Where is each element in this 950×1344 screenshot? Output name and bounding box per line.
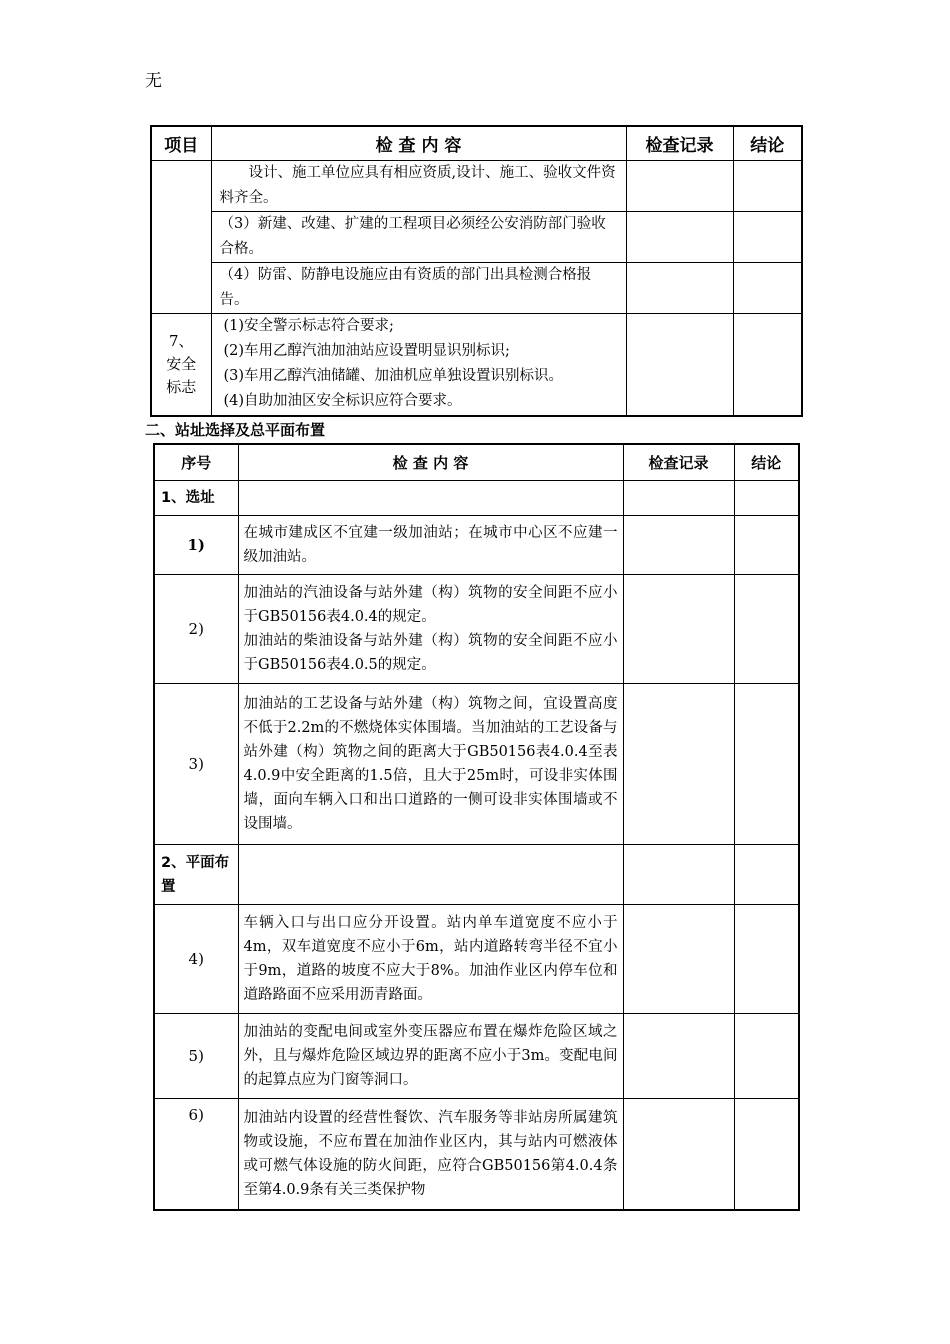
content-cell: （3）新建、改建、扩建的工程项目必须经公安消防部门验收合格。: [211, 212, 626, 263]
record-cell[interactable]: [626, 263, 733, 314]
seq-cell: 6): [154, 1099, 238, 1210]
item-label-2: 标志: [166, 377, 197, 396]
header-content: 检 查 内 容: [211, 126, 626, 161]
content-cell: 加油站的变配电间或室外变压器应布置在爆炸危险区域之外，且与爆炸危险区域边界的距离不应小于3m。变配电间的起算点应为门窗等洞口。: [238, 1014, 623, 1099]
record-cell[interactable]: [626, 314, 733, 416]
group-label: 1、选址: [154, 481, 238, 516]
table-row: [151, 212, 802, 263]
content-cell: 车辆入口与出口应分开设置。站内单车道宽度不应小于4m，双车道宽度不应小于6m，站内道路转弯半径不宜小于9m，道路的坡度不应大于8%。加油作业区内停车位和道路路面不应采用沥青路面。: [238, 905, 623, 1014]
content-cell: [238, 575, 623, 684]
record-cell[interactable]: [623, 516, 734, 575]
seq-cell: 5): [154, 1014, 238, 1099]
conclusion-cell[interactable]: [734, 1099, 799, 1210]
seq-cell: 4): [154, 905, 238, 1014]
conclusion-cell[interactable]: [733, 161, 802, 212]
group-row: [154, 481, 799, 516]
table-row: [154, 1099, 799, 1210]
table-row: [154, 684, 799, 845]
content-cell: （4）防雷、防静电设施应由有资质的部门出具检测合格报告。: [211, 263, 626, 314]
content-cell: 设计、施工单位应具有相应资质,设计、施工、验收文件资料齐全。: [211, 161, 626, 212]
table1-header-row: [151, 126, 802, 161]
content-cell: 加油站的工艺设备与站外建（构）筑物之间，宜设置高度不低于2.2m的不燃烧体实体围墙。当加油站的工艺设备与站外建（构）筑物之间的距离大于GB50156表4.0.4至表4.0.9中安全距离的1.5倍，且大于25m时，可设非实体围墙，面向车辆入口和出口道路的一侧可设非实体围墙或不设围墙。: [238, 684, 623, 845]
inspection-table-2: [153, 443, 800, 1211]
content-para: 加油站的柴油设备与站外建（构）筑物的安全间距不应小于GB50156表4.0.5的规定。: [243, 633, 618, 673]
conclusion-cell[interactable]: [733, 314, 802, 416]
item-cell-safety: [151, 314, 211, 416]
header-record: 检查记录: [623, 444, 734, 481]
inspection-table-1: [150, 125, 803, 417]
record-cell[interactable]: [623, 1099, 734, 1210]
conclusion-cell[interactable]: [734, 905, 799, 1014]
seq-cell: 1): [154, 516, 238, 575]
conclusion-cell[interactable]: [733, 212, 802, 263]
table-row: [154, 905, 799, 1014]
table-row: [151, 263, 802, 314]
conclusion-cell[interactable]: [734, 684, 799, 845]
conclusion-cell[interactable]: [734, 845, 799, 905]
record-cell[interactable]: [623, 845, 734, 905]
record-cell[interactable]: [626, 161, 733, 212]
header-content: 检 查 内 容: [238, 444, 623, 481]
content-cell: 加油站内设置的经营性餐饮、汽车服务等非站房所属建筑物或设施，不应布置在加油作业区内，其与站内可燃液体或可燃气体设施的防火间距，应符合GB50156第4.0.4条至第4.0.9条有关三类保护物: [238, 1099, 623, 1210]
list-item: (1)安全警示标志符合要求;: [223, 318, 394, 335]
table2-header-row: [154, 444, 799, 481]
list-item: (4)自助加油区安全标识应符合要求。: [223, 393, 462, 410]
table-row: [154, 575, 799, 684]
record-cell[interactable]: [623, 684, 734, 845]
conclusion-cell[interactable]: [734, 516, 799, 575]
record-cell[interactable]: [623, 481, 734, 516]
table-row: [154, 1014, 799, 1099]
record-cell[interactable]: [623, 905, 734, 1014]
header-item: 项目: [151, 126, 211, 161]
record-cell[interactable]: [623, 1014, 734, 1099]
header-conclusion: 结论: [734, 444, 799, 481]
top-mark: 无: [145, 71, 162, 91]
content-cell: [211, 314, 626, 416]
list-item: (2)车用乙醇汽油加油站应设置明显识别标识;: [223, 343, 510, 360]
conclusion-cell[interactable]: [733, 263, 802, 314]
seq-cell: 2): [154, 575, 238, 684]
conclusion-cell[interactable]: [734, 575, 799, 684]
section-title: 二、站址选择及总平面布置: [145, 421, 326, 439]
item-cell-empty: [151, 161, 211, 314]
content-para: 加油站的汽油设备与站外建（构）筑物的安全间距不应小于GB50156表4.0.4的规定。: [243, 585, 618, 625]
table-row: [154, 516, 799, 575]
list-item: (3)车用乙醇汽油储罐、加油机应单独设置识别标识。: [223, 368, 564, 385]
content-cell: [238, 481, 623, 516]
item-label-1: 安全: [166, 354, 197, 373]
table-row-safety: [151, 314, 802, 416]
item-num: 7、: [168, 331, 194, 350]
content-cell: [238, 845, 623, 905]
content-cell: 在城市建成区不宜建一级加油站；在城市中心区不应建一级加油站。: [238, 516, 623, 575]
group-label: 2、平面布置: [154, 845, 238, 905]
table-row: [151, 161, 802, 212]
seq-cell: 3): [154, 684, 238, 845]
header-conclusion: 结论: [733, 126, 802, 161]
group-row: [154, 845, 799, 905]
conclusion-cell[interactable]: [734, 1014, 799, 1099]
record-cell[interactable]: [626, 212, 733, 263]
record-cell[interactable]: [623, 575, 734, 684]
header-seq: 序号: [154, 444, 238, 481]
conclusion-cell[interactable]: [734, 481, 799, 516]
header-record: 检查记录: [626, 126, 733, 161]
